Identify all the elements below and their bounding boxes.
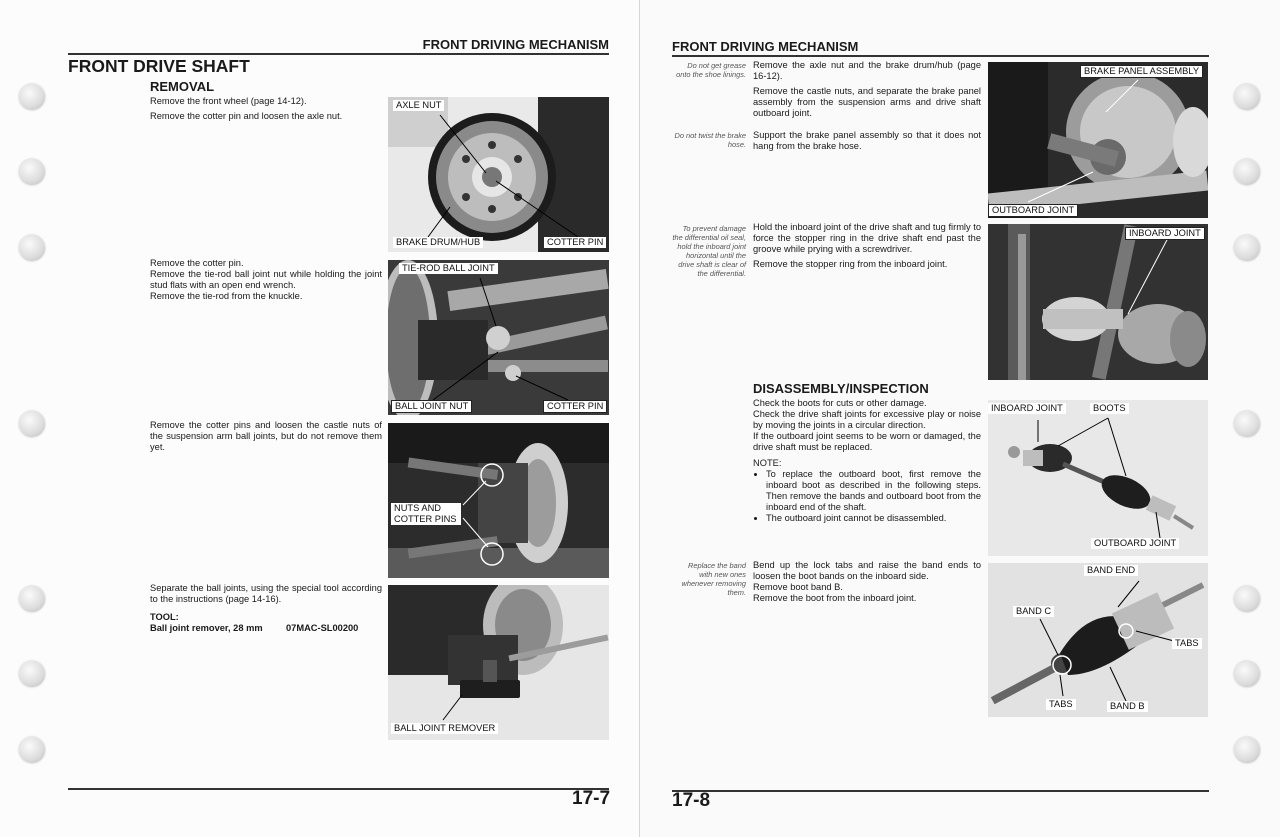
header-rule	[68, 53, 609, 55]
right-page	[640, 0, 1280, 837]
step-remove-boot	[753, 560, 981, 604]
tool-heading: TOOL:	[150, 612, 179, 622]
tool-name: Ball joint remover, 28 mm	[150, 623, 263, 633]
instruction-line: Remove the cotter pin.	[150, 258, 244, 268]
photo-drive-shaft	[988, 400, 1208, 556]
instruction-line: Remove the castle nuts, and separate the brake panel assembly from the suspension arms and drive shaft outboard joint.	[753, 86, 981, 118]
page-number: 17-7	[572, 788, 611, 809]
binder-hole	[1234, 235, 1260, 261]
remover-illustration	[388, 585, 609, 740]
note-list	[753, 469, 981, 524]
label-cotter-pin: COTTER PIN	[544, 237, 606, 248]
label-inboard-joint-2: INBOARD JOINT	[988, 403, 1066, 414]
caution-note-grease: Do not get grease onto the shoe linings.	[676, 61, 746, 79]
instruction-line: Remove the stopper ring from the inboard joint.	[753, 259, 948, 269]
label-band-c: BAND C	[1013, 606, 1054, 617]
binder-hole	[19, 586, 45, 612]
photo-suspension-nuts	[388, 423, 609, 578]
tie-rod-illustration	[388, 260, 609, 415]
instruction-line: Remove boot band B.	[753, 582, 843, 592]
running-header: FRONT DRIVING MECHANISM	[422, 37, 609, 52]
binder-hole	[1234, 661, 1260, 687]
instruction-line: Bend up the lock tabs and raise the band ends to loosen the boot bands on the inboard side.	[753, 560, 981, 581]
label-cotter-pin-2: COTTER PIN	[543, 400, 607, 413]
instruction-line: Remove the boot from the inboard joint.	[753, 593, 917, 603]
subsection-title: REMOVAL	[150, 79, 215, 94]
binder-hole	[19, 411, 45, 437]
step-remove-inboard-joint	[753, 222, 981, 270]
label-outboard-joint: OUTBOARD JOINT	[988, 204, 1078, 217]
instruction-line: Remove the axle nut and the brake drum/hub (page 16-12).	[753, 60, 981, 81]
note-item: • To replace the outboard boot, first remove the inboard boot as described in the following steps. Then remove the bands and outboard boot from the inboard end of the shaft.	[766, 469, 981, 513]
label-tie-rod-ball-joint: TIE-ROD BALL JOINT	[399, 263, 498, 274]
note-item: • The outboard joint cannot be disassembled.	[766, 513, 981, 524]
label-tabs-right: TABS	[1172, 638, 1202, 649]
suspension-illustration	[388, 423, 609, 578]
label-ball-joint-remover: BALL JOINT REMOVER	[391, 723, 498, 734]
binder-hole	[19, 235, 45, 261]
brake-panel-illustration	[988, 62, 1208, 218]
label-outboard-joint-2: OUTBOARD JOINT	[1091, 538, 1179, 549]
instruction-line: Remove the cotter pin and loosen the axle nut.	[150, 111, 343, 121]
instruction-line: Remove the front wheel (page 14-12).	[150, 96, 307, 106]
removal-step-4: Separate the ball joints, using the special tool according to the instructions (page 14-16).	[150, 583, 382, 604]
page-number: 17-8	[672, 790, 711, 811]
drive-shaft-illustration	[988, 400, 1208, 556]
instruction-line: Hold the inboard joint of the drive shaft and tug firmly to force the stopper ring in the drive shaft end past the groove while prying with a screwdriver.	[753, 222, 981, 254]
footer-rule	[672, 790, 1209, 792]
label-brake-drum: BRAKE DRUM/HUB	[393, 237, 483, 248]
step-remove-brake-panel	[753, 60, 981, 119]
section-title: FRONT DRIVE SHAFT	[68, 56, 250, 76]
instruction-line: Remove the tie-rod from the knuckle.	[150, 291, 303, 301]
photo-boot-bands	[988, 563, 1208, 717]
removal-step-2	[150, 258, 382, 302]
label-inboard-joint: INBOARD JOINT	[1125, 227, 1205, 240]
photo-ball-joint-remover	[388, 585, 609, 740]
removal-step-1	[150, 96, 382, 122]
binder-hole	[1234, 159, 1260, 185]
instruction-line: Check the drive shaft joints for excessive play or noise by moving the joints in a circular direction.	[753, 409, 981, 430]
label-band-end: BAND END	[1084, 565, 1138, 576]
tool-number: 07MAC-SL00200	[286, 623, 359, 633]
photo-brake-drum	[388, 97, 609, 252]
caution-note-brake-hose: Do not twist the brake hose.	[674, 131, 746, 149]
label-boots: BOOTS	[1090, 403, 1129, 414]
label-brake-panel-assembly: BRAKE PANEL ASSEMBLY	[1080, 65, 1203, 78]
brake-drum-illustration	[388, 97, 609, 252]
photo-brake-panel-assembly	[988, 62, 1208, 218]
header-rule	[672, 55, 1209, 57]
binder-hole	[1234, 737, 1260, 763]
photo-inboard-joint	[988, 224, 1208, 380]
inboard-joint-illustration	[988, 224, 1208, 380]
caution-note-band: Replace the band with new ones whenever removing them.	[681, 561, 746, 597]
photo-tie-rod	[388, 260, 609, 415]
footer-rule	[68, 788, 609, 790]
step-support-brake-panel: Support the brake panel assembly so that it does not hang from the brake hose.	[753, 130, 981, 151]
label-axle-nut: AXLE NUT	[393, 100, 444, 111]
binder-hole	[1234, 411, 1260, 437]
caution-note-oil-seal: To prevent damage the differential oil seal, hold the inboard joint horizontal until the drive shaft is clear of the differential.	[672, 224, 746, 278]
removal-step-3: Remove the cotter pins and loosen the castle nuts of the suspension arm ball joints, but do not remove them yet.	[150, 420, 382, 452]
note-heading: NOTE:	[753, 458, 782, 468]
label-tabs-bottom: TABS	[1046, 699, 1076, 710]
running-header: FRONT DRIVING MECHANISM	[672, 39, 859, 54]
subsection-title: DISASSEMBLY/INSPECTION	[753, 381, 929, 396]
inspection-text	[753, 398, 981, 524]
binder-hole	[1234, 586, 1260, 612]
binder-hole	[19, 661, 45, 687]
binder-hole	[19, 84, 45, 110]
instruction-line: Check the boots for cuts or other damage.	[753, 398, 927, 408]
instruction-line: If the outboard joint seems to be worn or damaged, the drive shaft must be replaced.	[753, 431, 981, 452]
binder-hole	[19, 737, 45, 763]
label-ball-joint-nut: BALL JOINT NUT	[391, 400, 472, 413]
label-nuts-and-cotter-pins: NUTS AND COTTER PINS	[391, 503, 461, 525]
binder-hole	[19, 159, 45, 185]
instruction-line: Remove the tie-rod ball joint nut while holding the joint stud flats with an open end wrench.	[150, 269, 382, 290]
binder-hole	[1234, 84, 1260, 110]
label-band-b: BAND B	[1107, 701, 1148, 712]
